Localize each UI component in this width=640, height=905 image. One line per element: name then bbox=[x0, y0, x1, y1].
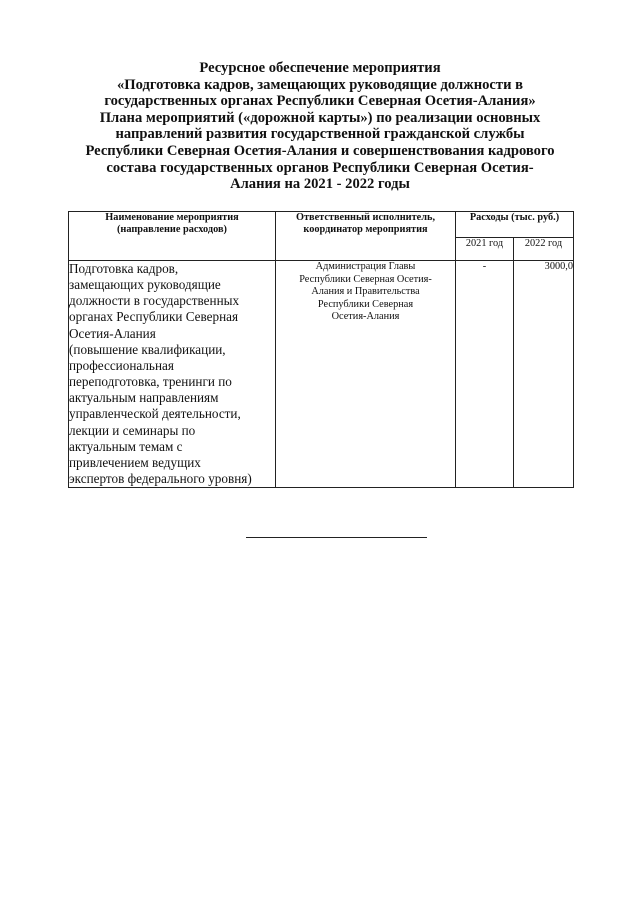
responsible-line: Алания и Правительства bbox=[311, 286, 420, 297]
document-title bbox=[70, 60, 570, 193]
activity-name-line: Подготовка кадров, bbox=[69, 261, 179, 276]
header-year-2022: 2022 год bbox=[514, 237, 574, 260]
activity-name-line: актуальным направлениям bbox=[69, 390, 219, 406]
end-divider-line bbox=[246, 537, 427, 538]
cell-activity-name bbox=[69, 261, 276, 488]
title-line: Ресурсное обеспечение мероприятия bbox=[199, 60, 441, 76]
resource-table bbox=[68, 211, 574, 488]
responsible-line: Республики Северная Осетия- bbox=[299, 273, 432, 285]
header-responsible-line2: координатор мероприятия bbox=[303, 224, 428, 235]
activity-name-line: (повышение квалификации, bbox=[69, 341, 226, 357]
header-expenses: Расходы (тыс. руб.) bbox=[456, 212, 574, 238]
responsible-line: Администрация Главы bbox=[315, 261, 416, 272]
title-line: состава государственных органов Республики Северная Осетия- bbox=[106, 159, 534, 176]
activity-name-line: привлечением ведущих bbox=[69, 454, 201, 470]
header-activity-name bbox=[69, 212, 276, 261]
header-year-2021: 2021 год bbox=[456, 237, 514, 260]
title-line: направлений развития государственной гражданской службы bbox=[115, 126, 525, 143]
title-line: Республики Северная Осетия-Алания и совершенствования кадрового bbox=[85, 142, 555, 159]
header-responsible-line1: Ответственный исполнитель, bbox=[295, 212, 436, 223]
activity-name-line: управленческой деятельности, bbox=[69, 406, 241, 422]
table-header-row bbox=[69, 212, 574, 238]
header-activity-name-line1: Наименование мероприятия bbox=[105, 212, 239, 223]
table-row bbox=[69, 261, 574, 488]
activity-name-line: должности в государственных bbox=[69, 293, 240, 309]
header-responsible bbox=[276, 212, 456, 261]
activity-name-line: профессиональная bbox=[69, 357, 174, 373]
title-line: «Подготовка кадров, замещающих руководящие должности в bbox=[116, 76, 524, 93]
title-line: Алания на 2021 - 2022 годы bbox=[230, 176, 410, 193]
responsible-line: Осетия-Алания bbox=[331, 311, 400, 322]
responsible-line: Республики Северная bbox=[317, 298, 414, 310]
cell-responsible bbox=[276, 261, 456, 488]
title-line: государственных органах Республики Северная Осетия-Алания» bbox=[104, 93, 536, 110]
cell-expense-2021: - bbox=[456, 261, 514, 488]
activity-name-line: лекции и семинары по bbox=[69, 422, 196, 438]
title-line: Плана мероприятий («дорожной карты») по реализации основных bbox=[99, 109, 541, 126]
cell-expense-2022: 3000,0 bbox=[514, 261, 574, 488]
activity-name-line: органах Республики Северная bbox=[69, 309, 239, 325]
activity-name-line: Осетия-Алания bbox=[69, 325, 156, 341]
activity-name-line: экспертов федерального уровня) bbox=[69, 471, 252, 487]
activity-name-line: переподготовка, тренинги по bbox=[69, 374, 232, 390]
header-activity-name-line2: (направление расходов) bbox=[117, 224, 227, 235]
activity-name-line: замещающих руководящие bbox=[69, 277, 221, 293]
activity-name-line: актуальным темам с bbox=[69, 438, 183, 454]
